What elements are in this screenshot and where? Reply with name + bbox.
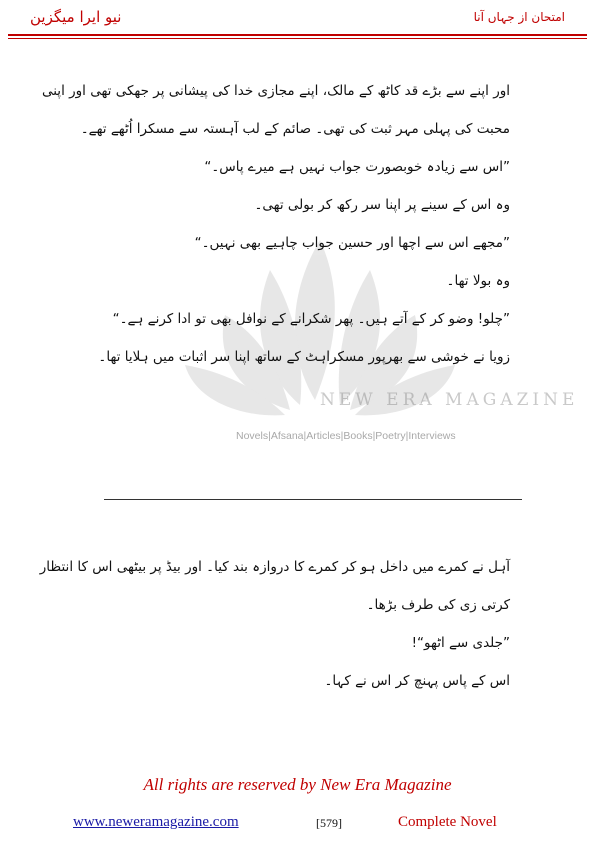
text-line: وہ اس کے سینے پر اپنا سر رکھ کر بولی تھی۔ <box>254 197 510 213</box>
text-line: ”جلدی سے اٹھو“! <box>411 635 510 651</box>
story-text-top <box>41 72 510 376</box>
text-line: ”چلو! وضو کر کے آتے ہیں۔ پھر شکرانے کے نوافل بھی تو ادا کرنے ہے۔“ <box>112 311 510 327</box>
text-line: ”مجھے اس سے اچھا اور حسین جواب چاہیے بھی نہیں۔“ <box>194 235 510 251</box>
text-line: کرتی زی کی طرف بڑھا۔ <box>366 597 510 613</box>
text-line: وہ بولا تھا۔ <box>446 273 510 289</box>
text-line: آہل نے کمرے میں داخل ہو کر کمرے کا دروازہ بند کیا۔ اور بیڈ پر بیٹھی اس کا انتظار <box>39 559 510 575</box>
story-text-bottom <box>39 548 510 700</box>
text-line: زویا نے خوشی سے بھرپور مسکراہٹ کے ساتھ اپنا سر اثبات میں ہلایا تھا۔ <box>98 349 510 365</box>
page-header <box>0 0 595 42</box>
page-footer <box>0 812 595 836</box>
watermark-subtitle: Novels|Afsana|Articles|Books|Poetry|Interviews <box>236 430 456 442</box>
website-link[interactable]: www.neweramagazine.com <box>73 814 239 830</box>
header-rule-thin <box>8 38 587 39</box>
novel-title: امتحان از جہاں آنا <box>473 10 565 24</box>
rights-notice: All rights are reserved by New Era Magazine <box>143 775 452 794</box>
page-number: [579] <box>316 816 342 830</box>
text-line: ”اس سے زیادہ خوبصورت جواب نہیں ہے میرے پاس۔“ <box>204 159 510 175</box>
magazine-name: نیو ایرا میگزین <box>30 8 122 26</box>
text-line: اور اپنے سے بڑے قد کاٹھ کے مالک، اپنے مجازی خدا کی پیشانی پر جھکی تھی اور اپنی <box>41 83 510 99</box>
header-rule <box>8 34 587 36</box>
watermark-brand: NEW ERA MAGAZINE <box>320 390 579 410</box>
section-divider <box>104 499 522 500</box>
text-line: محبت کی پہلی مہر ثبت کی تھی۔ صائم کے لب آہستہ سے مسکرا اُٹھے تھے۔ <box>80 121 510 137</box>
text-line: اس کے پاس پہنچ کر اس نے کہا۔ <box>324 673 510 689</box>
novel-type-label: Complete Novel <box>398 814 497 830</box>
